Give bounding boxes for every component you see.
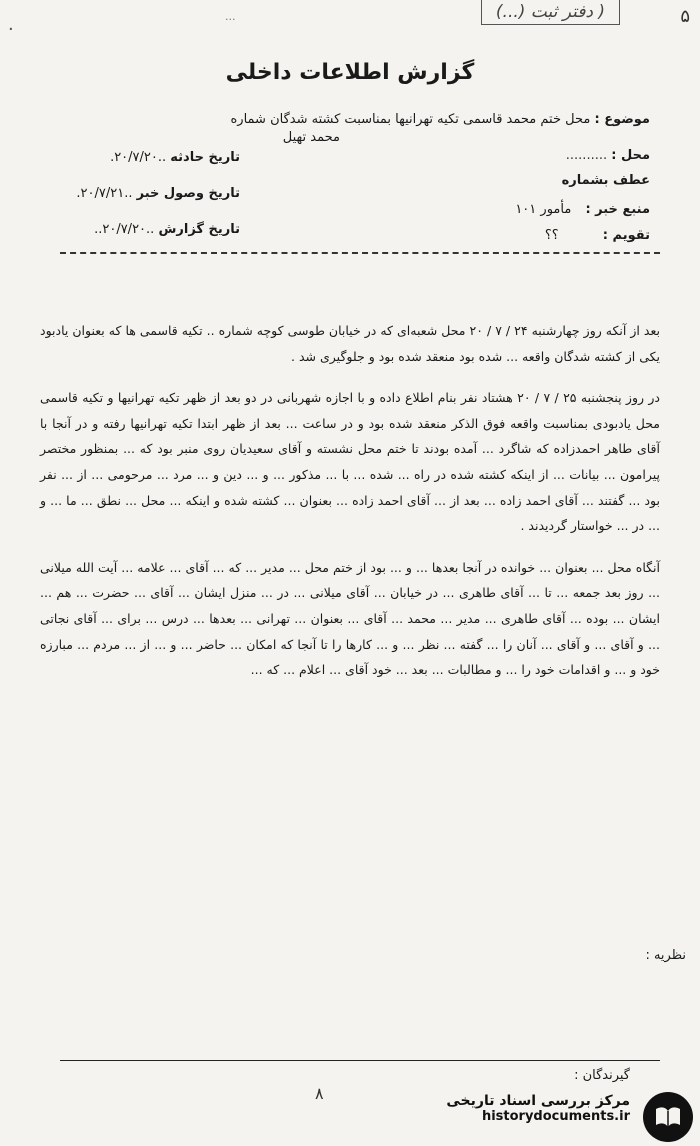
- event-date-value: ..۲۰/۷/۲۰.: [110, 150, 167, 165]
- assessment-value: ؟؟: [544, 228, 559, 243]
- corner-number: ۵: [680, 6, 690, 27]
- page-number-mark: ۸: [315, 1084, 324, 1103]
- faint-stamp: ...: [225, 10, 236, 23]
- source-value: مأمور ۱۰۱: [515, 202, 572, 217]
- watermark-title: مرکز بررسی اسناد تاریخی: [446, 1093, 630, 1109]
- comments-label: نظریه :: [645, 948, 686, 963]
- assessment-label: تقویم :: [602, 228, 650, 243]
- ref-row: [562, 173, 650, 188]
- subject-value: محل ختم محمد قاسمی تکیه تهرانیها بمناسبت کشته شدگان شماره: [230, 112, 591, 127]
- header-divider: [60, 252, 660, 254]
- body-paragraph-2: در روز پنجشنبه ۲۵ / ۷ / ۲۰ هشتاد نفر بنام اطلاع داده و با اجازه شهربانی در دو بعد از ظهر تکیه تهرانیها و تکیه قاسمی محل یادبودی بمناسبت واقعه فوق الذکر منعقد شده بود و در ساعت ... بعد از ظهر ابتدا تکیه تهرانیها رفته و در آنجا با آقای طاهر احمدزاده که شاگرد ... آمده بودند تا ختم محل نشسته و آقای سعیدیان روی منبر بود که ... بمنظور مختصر پیرامون ... بیانات ... از اینکه کشته شده در راه ... شده ... با ... مذکور ... و ... دین و ... مرد ... مرحومی ... از ... نفر بود ... گفتند ... آقای احمد زاده ... بعد از ... آقای احمد زاده ... بعنوان ... کشته شده و اینکه ... محل ... نطق ... ما ... و ... در ... خواستار گردیدند .: [40, 390, 660, 534]
- report-date-label: تاریخ گزارش: [158, 222, 240, 237]
- watermark-text: [446, 1093, 630, 1124]
- subject-label: موضوع :: [594, 112, 650, 127]
- subject-row-2: [283, 130, 340, 145]
- place-row: [566, 148, 650, 163]
- event-date-row: [60, 150, 240, 165]
- report-body: [40, 318, 660, 683]
- place-value: ..........: [565, 148, 608, 163]
- receive-date-label: تاریخ وصول خبر: [136, 186, 240, 201]
- body-paragraph-3: آنگاه محل ... بعنوان ... خوانده در آنجا بعدها ... و ... بود از ختم محل ... مدیر ... که ... آقای ... علامه ... آیت الله میلانی ... روز بعد جمعه ... تا ... آقای طاهری ... در خیابان ... آقای میلانی ... در ... منزل ایشان ... آقای ... حضرت ... هم ... ایشان ... بوده ... آقای طاهری ... مدیر ... محمد ... آقای ... بعنوان ... تهرانی ... بعدها ... درس ... برای ... آقای نجاتی ... و آقای ... و آقای ... آنان را ... گفته ... نظر ... و ... کارها را تا آنجا که امکان ... حاضر ... و ... از ... مردم ... مبارزه خود و ... و اقدامات خود را ... و مطالبات ... بعد ... خود آقای ... اعلام ... که ...: [40, 559, 660, 678]
- ref-label: عطف بشماره: [561, 173, 650, 188]
- margin-mark: ۰: [6, 18, 16, 39]
- assessment-row: [545, 228, 650, 243]
- event-date-label: تاریخ حادثه: [170, 150, 240, 165]
- source-label: منبع خبر :: [585, 202, 650, 217]
- page-title: گزارش اطلاعات داخلی: [225, 60, 475, 85]
- file-tab-text: ( دفتر ثبت (...): [481, 0, 620, 25]
- footer-divider: [60, 1060, 660, 1061]
- subject-row: [50, 112, 650, 127]
- subject-value-2: محمد تهیل: [282, 130, 340, 145]
- receive-date-value: ..۲۰/۷/۲۱.: [76, 186, 133, 201]
- watermark-url: historydocuments.ir: [481, 1109, 630, 1124]
- receive-date-row: [60, 186, 240, 201]
- report-date-row: [60, 222, 240, 237]
- place-label: محل :: [611, 148, 650, 163]
- source-row: [515, 202, 650, 217]
- recipients-label: گیرندگان :: [574, 1068, 630, 1083]
- report-date-value: ..۲۰/۷/۲۰..: [94, 222, 155, 237]
- file-tab: [420, 0, 620, 30]
- book-logo-icon: [642, 1091, 694, 1143]
- body-paragraph-1: بعد از آنکه روز چهارشنبه ۲۴ / ۷ / ۲۰ محل شعبه‌ای که در خیابان طوسی کوچه شماره .. تکیه قاسمی ها که بعنوان یادبود یکی از کشته شدگان واقعه ... شده بود منعقد شده بود و جلوگیری شد .: [40, 323, 660, 364]
- watermark: [415, 1085, 700, 1145]
